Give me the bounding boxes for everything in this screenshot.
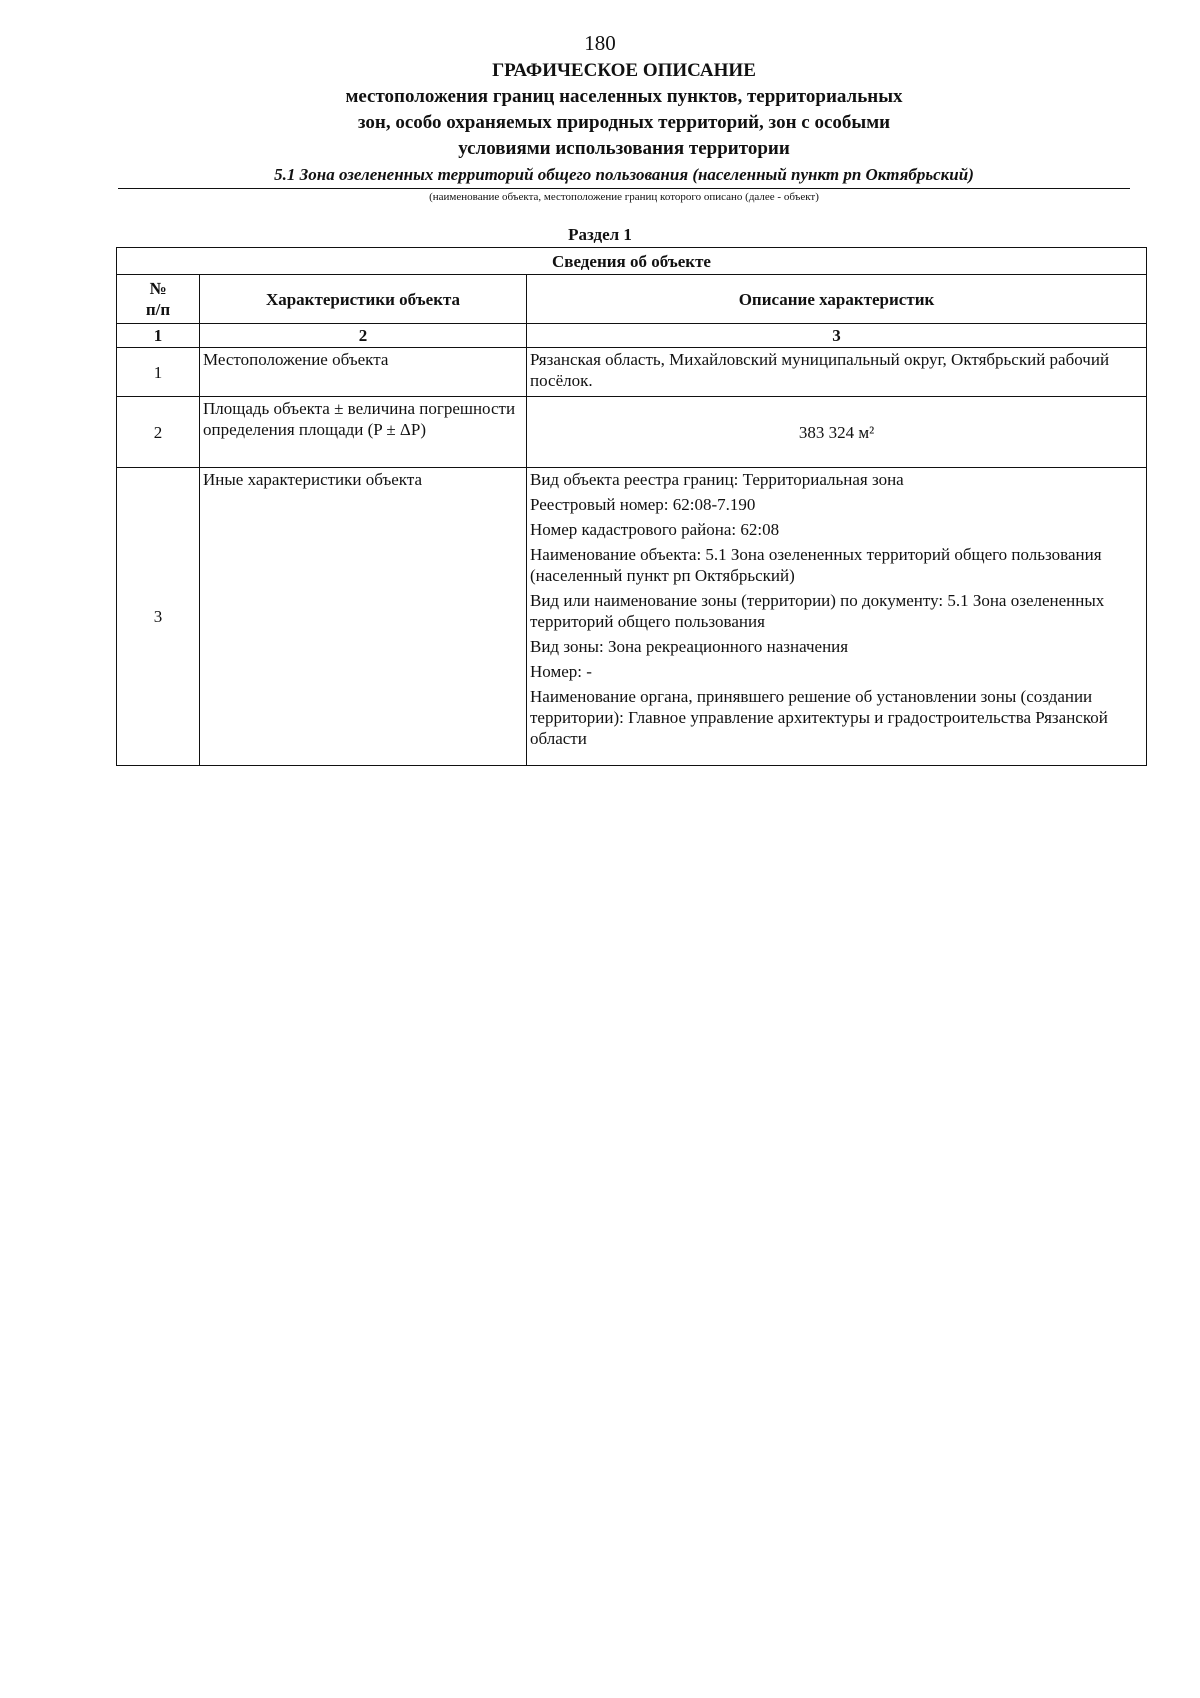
object-name: 5.1 Зона озелененных территорий общего пользования (населенный пункт рп Октябрьский) xyxy=(118,164,1130,189)
row-number: 1 xyxy=(117,348,200,397)
description-line: Вид объекта реестра границ: Территориальная зона xyxy=(530,470,904,489)
section-label: Раздел 1 xyxy=(568,225,632,244)
object-info-table xyxy=(116,247,1147,766)
subtitle-line: местоположения границ населенных пунктов, территориальных xyxy=(345,86,903,107)
column-header-characteristic: Характеристики объекта xyxy=(200,275,527,324)
description-line: Вид зоны: Зона рекреационного назначения xyxy=(530,637,849,656)
row-characteristic: Площадь объекта ± величина погрешности определения площади (P ± ΔP) xyxy=(200,397,527,468)
row-characteristic: Местоположение объекта xyxy=(200,348,527,397)
column-number: 3 xyxy=(527,324,1147,348)
page-number: 180 xyxy=(584,31,616,55)
description-line: Наименование объекта: 5.1 Зона озелененных территорий общего пользования (населенный пункт рп Октябрьский) xyxy=(530,545,1102,585)
table-header-row xyxy=(117,275,1147,324)
description-line: Вид или наименование зоны (территории) по документу: 5.1 Зона озелененных территорий общего пользования xyxy=(530,591,1105,631)
object-name-note: (наименование объекта, местоположение границ которого описано (далее - объект) xyxy=(429,191,819,203)
row-description xyxy=(527,397,1147,468)
row-number: 2 xyxy=(117,397,200,468)
document-header xyxy=(118,58,1130,204)
document-title: ГРАФИЧЕСКОЕ ОПИСАНИЕ xyxy=(492,60,756,81)
description-line: Номер кадастрового района: 62:08 xyxy=(530,520,780,539)
description-line: Наименование органа, принявшего решение об установлении зоны (создании территории): Главное управление архитектуры и градостроительства Рязанской области xyxy=(530,687,1108,748)
document-subtitle xyxy=(118,84,1130,162)
table-row xyxy=(117,468,1147,766)
description-line: Реестровый номер: 62:08-7.190 xyxy=(530,495,756,514)
column-header-number: № п/п xyxy=(117,275,200,324)
table-title: Сведения об объекте xyxy=(117,248,1147,275)
table-row xyxy=(117,348,1147,397)
column-number: 2 xyxy=(200,324,527,348)
row-description xyxy=(527,468,1147,766)
subtitle-line: зон, особо охраняемых природных территорий, зон с особыми xyxy=(357,112,891,133)
description-line: Рязанская область, Михайловский муниципальный округ, Октябрьский рабочий посёлок. xyxy=(530,350,1110,390)
area-value: 383 324 м² xyxy=(798,422,875,442)
description-line: Номер: - xyxy=(530,662,592,681)
subtitle-line: условиями использования территории xyxy=(458,138,790,159)
column-header-description: Описание характеристик xyxy=(527,275,1147,324)
row-characteristic: Иные характеристики объекта xyxy=(200,468,527,766)
table-title-row xyxy=(117,248,1147,275)
row-description xyxy=(527,348,1147,397)
table-row xyxy=(117,397,1147,468)
column-number: 1 xyxy=(117,324,200,348)
row-number: 3 xyxy=(117,468,200,766)
column-number-row xyxy=(117,324,1147,348)
